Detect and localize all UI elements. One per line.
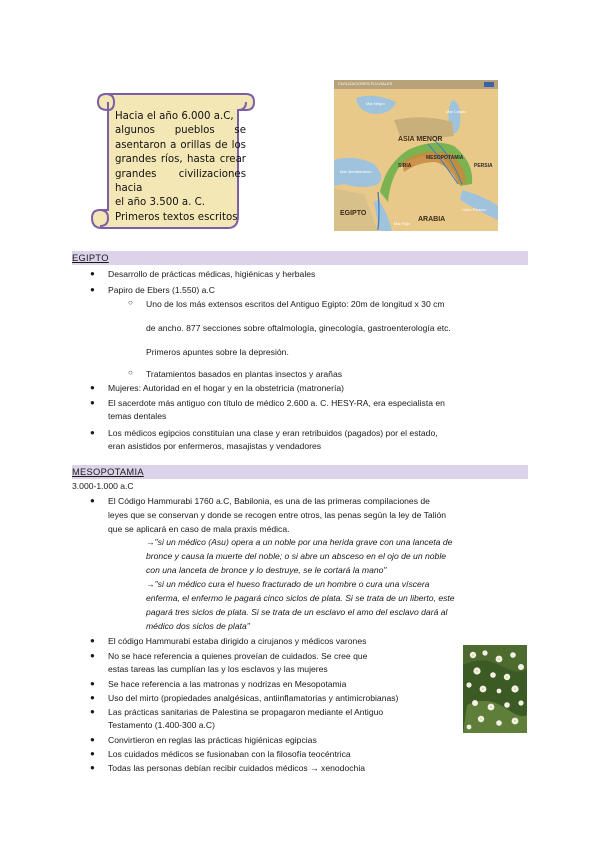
map-label-caspian: Mar Caspio xyxy=(446,109,467,114)
bullet-icon: ● xyxy=(90,398,95,407)
quote-line: enferma, el enfermo le pagará cinco siclos de plata. Si se trata de un liberto, este xyxy=(146,593,455,603)
hammurabi-line: que se aplicará en caso de mala praxis médica. xyxy=(108,524,290,534)
map-header: CIVILIZACIONES FLUVIALES xyxy=(338,81,393,86)
bullet-icon: ● xyxy=(90,763,95,772)
egipto-bullet: Papiro de Ebers (1.550) a.C xyxy=(108,285,216,295)
map-label-black-sea: Mar Negro xyxy=(366,101,385,106)
intro-line: Hacia el año 6.000 a.C, xyxy=(115,111,234,122)
map-label-mediterranean: Mar Mediterráneo xyxy=(340,169,372,174)
bullet-icon: ● xyxy=(90,749,95,758)
map-label-arabia: ARABIA xyxy=(418,216,446,223)
egipto-subitem: de ancho. 877 secciones sobre oftalmología, ginecología, gastroenterología etc. xyxy=(146,323,451,333)
egipto-bullet: Desarrollo de prácticas médicas, higiénicas y herbales xyxy=(108,269,316,279)
map-label-persia: PERSIA xyxy=(474,163,493,169)
bullet-icon: ● xyxy=(90,383,95,392)
meso-bullet: No se hace referencia a quienes proveían de cuidados. Se cree que xyxy=(108,651,368,661)
intro-line: asentaron a orillas de los xyxy=(115,139,246,151)
quote-line: bronce y causa la muerte del noble; o si abre un absceso en el ojo de un noble xyxy=(146,551,447,561)
egipto-subitem: Tratamientos basados en plantas insectos y arañas xyxy=(146,369,343,379)
egipto-header-bar xyxy=(72,251,528,265)
egipto-bullet: Los médicos egipcios constituían una clase y eran retribuidos (pagados) por el estado, xyxy=(108,428,438,438)
quote-line: pagará tres siclos de plata. Si se trata de un esclavo el amo del esclavo dará al xyxy=(146,607,448,617)
map-label-mesopotamia: MESOPOTAMIA xyxy=(426,155,464,161)
quote-line: con una lanceta de bronce y lo destruye, se le cortará la mano" xyxy=(146,565,387,575)
egipto-subitem: Uno de los más extensos escritos del Antiguo Egipto: 20m de longitud x 30 cm xyxy=(146,299,445,309)
meso-bullet: Los cuidados médicos se fusionaban con la filosofía teocéntrica xyxy=(108,749,351,759)
meso-bullet: Todas las personas debían recibir cuidados médicos → xenodochia xyxy=(108,763,366,773)
intro-line: algunos pueblos se xyxy=(115,125,246,137)
map-label-red-sea: Mar Rojo xyxy=(394,221,411,226)
meso-bullet-cont: estas tareas las cumplían las y los esclavos y las mujeres xyxy=(108,664,328,674)
intro-text xyxy=(115,110,246,225)
fluvial-civilizations-map xyxy=(334,80,498,231)
map-label-siria: SIRIA xyxy=(398,163,412,169)
myrtle-photo-graphic xyxy=(463,645,527,733)
intro-scroll xyxy=(88,88,258,234)
egipto-bullet-cont: temas dentales xyxy=(108,411,167,421)
myrtle-flowers-photo xyxy=(463,645,527,733)
map-label-egipto: EGIPTO xyxy=(340,210,367,217)
bullet-icon: ● xyxy=(90,269,95,278)
map-label-persian-gulf: Golfo Pérsico xyxy=(462,207,487,212)
egipto-subitem: Primeros apuntes sobre la depresión. xyxy=(146,347,289,357)
bullet-icon: ● xyxy=(90,285,95,294)
meso-bullet-cont: Testamento (1.400-300 a.C) xyxy=(108,720,216,730)
bullet-icon: ● xyxy=(90,679,95,688)
sub-bullet-icon: ○ xyxy=(128,298,133,307)
mesopotamia-title: MESOPOTAMIA xyxy=(72,467,144,477)
egipto-bullet: El sacerdote más antiguo con título de médico 2.600 a. C. HESY-RA, era especialista en xyxy=(108,398,445,408)
intro-line: Primeros textos escritos xyxy=(115,211,238,223)
bullet-icon: ● xyxy=(90,693,95,702)
meso-bullet: Se hace referencia a las matronas y nodrizas en Mesopotamia xyxy=(108,679,347,689)
quote-line: →"si un médico cura el hueso fracturado de un hombre o cura una víscera xyxy=(146,579,430,589)
mesopotamia-dates: 3.000-1.000 a.C xyxy=(72,481,134,491)
bullet-icon: ● xyxy=(90,651,95,660)
hammurabi-line: El Código Hammurabi 1760 a.C, Babilonia, es una de las primeras compilaciones de xyxy=(108,496,430,506)
hammurabi-line: leyes que se conservan y donde se recogen entre otros, las penas según la ley de Talión xyxy=(108,510,447,520)
intro-line: grandes civilizaciones hacia xyxy=(115,168,246,195)
bullet-icon: ● xyxy=(90,496,95,505)
meso-bullet: Convirtieron en reglas las prácticas higiénicas egipcias xyxy=(108,735,317,745)
egipto-bullet: Mujeres: Autoridad en el hogar y en la obstetricia (matronería) xyxy=(108,383,344,393)
egipto-title: EGIPTO xyxy=(72,253,109,263)
meso-bullet: El código Hammurabi estaba dirigido a cirujanos y médicos varones xyxy=(108,636,367,646)
sub-bullet-icon: ○ xyxy=(128,368,133,377)
quote-line: →"si un médico (Asu) opera a un noble por una herida grave con una lanceta de xyxy=(146,537,453,547)
meso-bullet: Uso del mirto (propiedades analgésicas, antiinflamatorias y antimicrobianas) xyxy=(108,693,399,703)
intro-line: grandes ríos, hasta crear xyxy=(115,154,246,166)
egipto-bullet-cont: eran asistidos por enfermeros, masajistas y vendadores xyxy=(108,441,322,451)
bullet-icon: ● xyxy=(90,707,95,716)
bullet-icon: ● xyxy=(90,636,95,645)
bullet-icon: ● xyxy=(90,735,95,744)
bullet-icon: ● xyxy=(90,428,95,437)
quote-line: médico dos siclos de plata" xyxy=(146,621,250,631)
map-label-asia-menor: ASIA MENOR xyxy=(398,136,443,143)
intro-line: el año 3.500 a. C. xyxy=(115,197,205,209)
meso-bullet: Las prácticas sanitarias de Palestina se propagaron mediante el Antiguo xyxy=(108,707,384,717)
